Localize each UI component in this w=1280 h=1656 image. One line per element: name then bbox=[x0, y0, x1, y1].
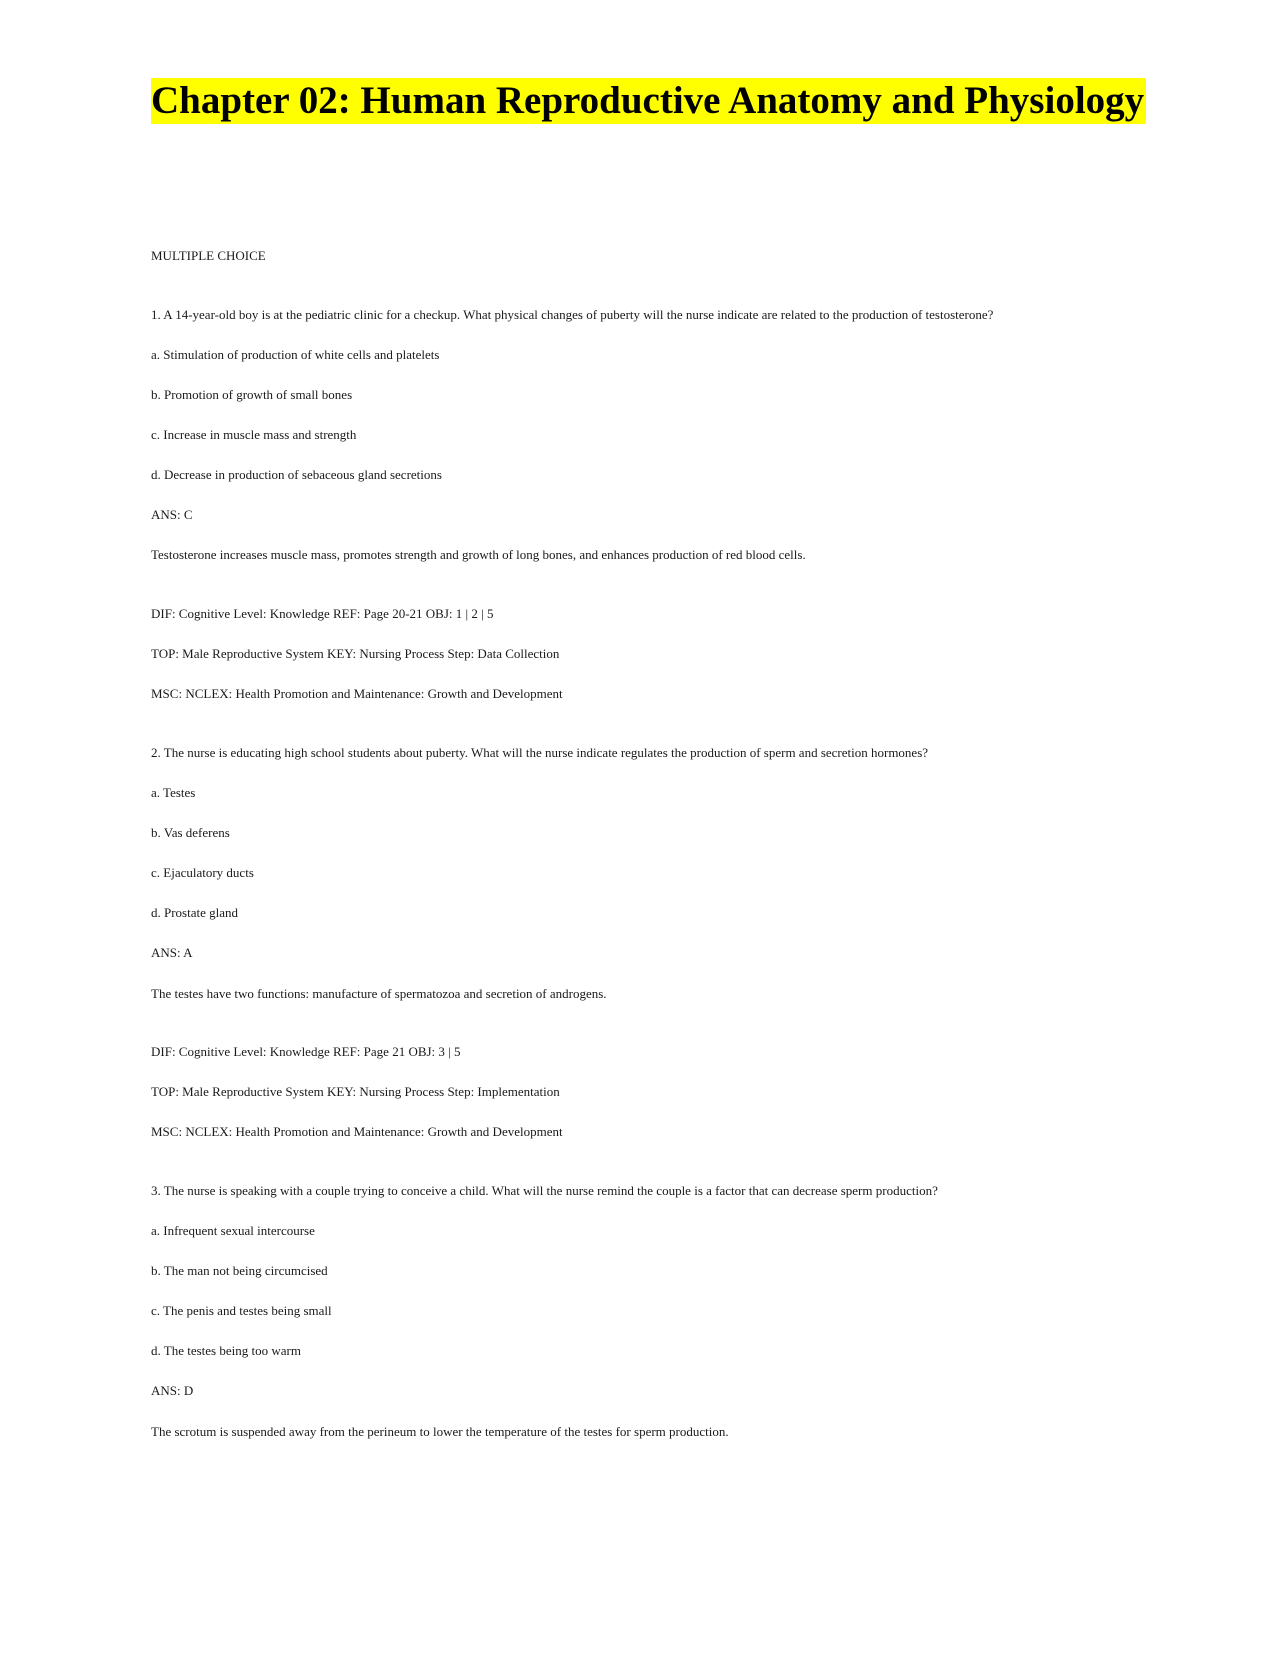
question-3-stem: 3. The nurse is speaking with a couple trying to conceive a child. What will the nurse remind the couple is a factor that can decrease sperm production? bbox=[151, 1183, 938, 1198]
question-3-rationale: The scrotum is suspended away from the perineum to lower the temperature of the testes for sperm production. bbox=[151, 1424, 729, 1439]
section-heading: MULTIPLE CHOICE bbox=[151, 248, 266, 263]
question-2-option-b: b. Vas deferens bbox=[151, 825, 230, 840]
question-1-msc: MSC: NCLEX: Health Promotion and Maintenance: Growth and Development bbox=[151, 686, 563, 701]
question-1-rationale: Testosterone increases muscle mass, promotes strength and growth of long bones, and enhances production of red blood cells. bbox=[151, 547, 806, 562]
question-3-answer: ANS: D bbox=[151, 1383, 194, 1398]
question-2-rationale: The testes have two functions: manufacture of spermatozoa and secretion of androgens. bbox=[151, 986, 607, 1001]
question-3-option-a: a. Infrequent sexual intercourse bbox=[151, 1223, 315, 1238]
question-1-top: TOP: Male Reproductive System KEY: Nursing Process Step: Data Collection bbox=[151, 646, 560, 661]
question-1-dif: DIF: Cognitive Level: Knowledge REF: Page 20-21 OBJ: 1 | 2 | 5 bbox=[151, 606, 494, 621]
question-1-stem: 1. A 14-year-old boy is at the pediatric clinic for a checkup. What physical changes of puberty will the nurse indicate are related to the production of testosterone? bbox=[151, 307, 994, 322]
question-2-option-c: c. Ejaculatory ducts bbox=[151, 865, 254, 880]
question-2-option-a: a. Testes bbox=[151, 785, 196, 800]
chapter-title: Chapter 02: Human Reproductive Anatomy and Physiology bbox=[151, 79, 1145, 122]
question-2-msc: MSC: NCLEX: Health Promotion and Maintenance: Growth and Development bbox=[151, 1124, 563, 1139]
question-3-option-d: d. The testes being too warm bbox=[151, 1343, 301, 1358]
question-1-answer: ANS: C bbox=[151, 507, 193, 522]
question-1-option-a: a. Stimulation of production of white cells and platelets bbox=[151, 347, 440, 362]
question-2-dif: DIF: Cognitive Level: Knowledge REF: Page 21 OBJ: 3 | 5 bbox=[151, 1044, 461, 1059]
question-3-option-b: b. The man not being circumcised bbox=[151, 1263, 328, 1278]
question-2-answer: ANS: A bbox=[151, 945, 193, 960]
question-1-option-c: c. Increase in muscle mass and strength bbox=[151, 427, 357, 442]
question-2-stem: 2. The nurse is educating high school students about puberty. What will the nurse indicate regulates the production of sperm and secretion hormones? bbox=[151, 745, 929, 760]
question-2-option-d: d. Prostate gland bbox=[151, 905, 239, 920]
question-1-option-d: d. Decrease in production of sebaceous gland secretions bbox=[151, 467, 442, 482]
question-1-option-b: b. Promotion of growth of small bones bbox=[151, 387, 353, 402]
question-2-top: TOP: Male Reproductive System KEY: Nursing Process Step: Implementation bbox=[151, 1084, 560, 1099]
question-3-option-c: c. The penis and testes being small bbox=[151, 1303, 332, 1318]
